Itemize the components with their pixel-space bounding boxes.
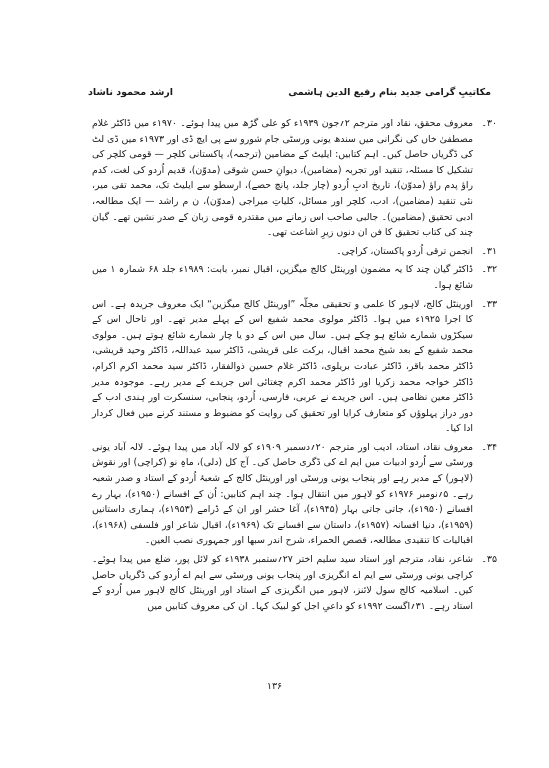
footnote-number: ۳۵۔	[481, 554, 497, 566]
footnote-text: ڈاکٹر گیان چند کا یہ مضمون اورینٹل کالج میگزین، اقبال نمبر، بابت: ۱۹۸۹ء جلد ۶۸ شمارہ ۱ میں شائع ہوا۔	[92, 264, 473, 291]
footnote-text: شاعر، نقاد، مترجم اور استاد سید سلیم اختر ۲۷؍ستمبر ۱۹۳۸ء کو لائل پور، ضلع میں پیدا ہوئے۔ کراچی یونی ورسٹی سے ایم اے انگریزی اور پنجاب یونی ورسٹی سے ایم اے اُردو کی ڈگریاں حاصل کیں۔ اسلامیہ کالج سول لائنز، لاہور میں انگریزی کے استاد اور اورینٹل کالج لاہور میں اُردو کے استاد رہے۔ ۳۱؍اگست ۱۹۹۲ء کو داعیِ اجل کو لبیک کہا۔ ان کی معروف کتابیں میں	[92, 554, 474, 612]
footnote-number: ۳۴۔	[481, 441, 497, 453]
running-header	[88, 84, 491, 100]
footnote-text: معروف محقق، نقاد اور مترجم ۲؍جون ۱۹۳۹ء کو علی گڑھ میں پیدا ہوئے۔ ۱۹۷۰ء میں ڈاکٹر غلام مصطفیٰ خاں کی نگرانی میں سندھ یونی ورسٹی جام شورو سے پی ایچ ڈی اور ۱۹۷۳ء میں ڈی لٹ کی ڈگریاں حاصل کیں۔ اہم کتابیں: ایلیٹ کے مضامین (ترجمہ)، پاکستانی کلچر — قومی کلچر کی تشکیل کا مسئلہ، تنقید اور تجربہ (مضامین)، دیوانِ حسن شوقی (مدوّن)، قدیم اُردو کی لغت، کدم راؤ پدم راؤ (مدوّن)، تاریخ ادبِ اُردو (چار جلد، پانچ حصے)، ارسطو سے ایلیٹ تک، محمد تقی میر، نئی تنقید (مضامین)، ادب، کلچر اور مسائل، کلیاتِ میراجی (مدوّن)، ن م راشد — ایک مطالعہ، ادبی تحقیق (مضامین)۔ جالبی صاحب اس زمانے میں مقتدرہ قومی زبان کے صدر نشین تھے۔ گیان چند کی کتاب تحقیق کا فن ان دنوں زیرِ اشاعت تھی۔	[92, 118, 474, 239]
header-book-title: مکاتیبِ گرامی جدید بنام رفیع الدین ہاشمی	[288, 86, 491, 98]
footnote-30	[92, 116, 497, 241]
footnote-33	[92, 297, 497, 437]
footnote-31	[92, 244, 497, 260]
footnote-number: ۳۲۔	[481, 264, 497, 276]
footnote-number: ۳۱۔	[481, 245, 497, 257]
footnote-number: ۳۰۔	[481, 118, 497, 129]
footnote-text: اورینٹل کالج، لاہور کا علمی و تحقیقی مجلّہ ”اورینٹل کالج میگزین“ ایک معروف جریدہ ہے۔ اس کا اجرا ۱۹۲۵ء میں ہوا۔ ڈاکٹر مولوی محمد شفیع اس کے پہلے مدیر تھے۔ اور تاحال اس کے سیکڑوں شمارے شائع ہو چکے ہیں۔ سال میں اس کے دو یا چار شمارے شائع ہوتے ہیں۔ مولوی محمد شفیع کے بعد شیخ محمد اقبال، برکت علی قریشی، ڈاکٹر سید عبداللہ، ڈاکٹر وحید قریشی، ڈاکٹر محمد باقر، ڈاکٹر عبادت بریلوی، ڈاکٹر غلام حسین ذوالفقار، ڈاکٹر سید محمد اکرم اکرام، ڈاکٹر خواجہ محمد زکریا اور ڈاکٹر محمد اکرم چغتائی اس جریدے کے مدیر رہے۔ موجودہ مدیر ڈاکٹر معین نظامی ہیں۔ اس جریدے نے عربی، فارسی، اُردو، پنجابی، سنسکرت اور ہندی ادب کے دور دراز پہلوؤں کو متعارف کرایا اور تحقیق کی روایت کو مضبوط و مستند کرنے میں فعال کردار ادا کیا۔	[92, 298, 473, 435]
header-author: ارشد محمود ناشاد	[88, 86, 174, 98]
footnote-text: معروف نقاد، استاد، ادیب اور مترجم ۲۰؍دسمبر ۱۹۰۹ء کو لالہ آباد میں پیدا ہوئے۔ لالہ آباد یونی ورسٹی سے اُردو ادبیات میں ایم اے کی ڈگری حاصل کی۔ آج کل (دلی)، ماہِ نو (کراچی) اور نقوش (لاہور) کے مدیر رہے اور پنجاب یونی ورسٹی اور اورینٹل کالج کے شعبۂ اُردو کے استاد و صدر شعبہ رہے۔ ۵؍نومبر ۱۹۷۶ء کو لاہور میں انتقال ہوا۔ چند اہم کتابیں: اُن کے افسانے (۱۹۵۰ء)، بہار رے افسانے (۱۹۵۰ء)، جاتی جاتی بہار (۱۹۴۵ء)، آغا حشر اور ان کے ڈرامے (۱۹۵۳ء)، ہماری داستانیں (۱۹۵۹ء)، دنیا افسانہ (۱۹۵۷ء)، داستان سے افسانے تک (۱۹۶۹ء)، اقبال شاعر اور فلسفی (۱۹۶۸ء)، اقبالیات کا تنقیدی مطالعہ، قصص الحمراء، شرح اندر سبھا اور جمہوری نصب العین۔	[92, 441, 473, 547]
footnote-number: ۳۳۔	[481, 298, 497, 310]
page-number: ۱۳۶	[266, 681, 283, 692]
footnotes-body	[92, 116, 497, 614]
footnote-32	[92, 262, 497, 293]
footnote-35	[92, 552, 497, 614]
footnote-text: انجمن ترقی اُردو پاکستان، کراچی۔	[336, 245, 473, 257]
footnote-34	[92, 440, 497, 549]
